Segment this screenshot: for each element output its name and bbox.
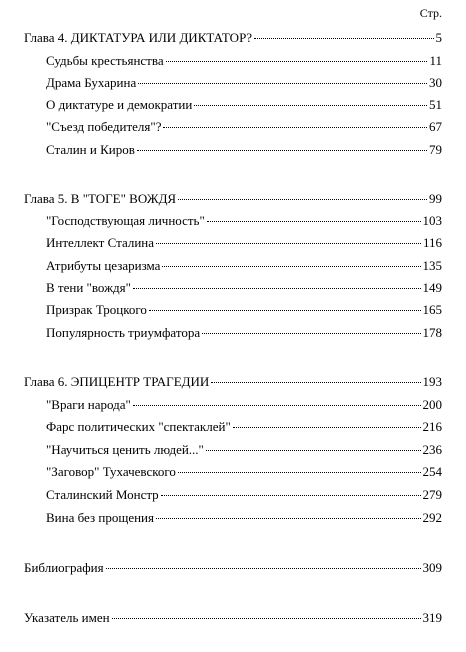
toc-entry-title: В тени "вождя" <box>46 280 131 295</box>
page-column-label: Стр. <box>419 6 442 20</box>
toc-item[interactable] <box>46 487 442 503</box>
toc-entry-title: Призрак Троцкого <box>46 302 147 317</box>
toc-entry-title: Сталин и Киров <box>46 142 135 157</box>
dot-leader <box>254 37 433 39</box>
toc-item[interactable] <box>46 235 442 251</box>
toc-entry-title: "Заговор" Тухачевского <box>46 464 176 479</box>
toc-entry-page: 193 <box>422 374 442 389</box>
dot-leader <box>133 287 421 289</box>
toc-entry-title: Интеллект Сталина <box>46 235 155 250</box>
dot-leader <box>178 471 421 473</box>
toc-entry-page: 216 <box>422 419 442 434</box>
dot-leader <box>156 517 421 519</box>
toc-entry-page: 279 <box>422 487 442 502</box>
toc-entry-title: "Съезд победителя"? <box>46 119 162 134</box>
dot-leader <box>163 126 427 128</box>
dot-leader <box>161 494 421 496</box>
toc-bibliography[interactable] <box>24 560 442 576</box>
toc-entry-page: 319 <box>422 610 442 625</box>
toc-item[interactable] <box>46 97 442 113</box>
toc-entry-title: Глава 4. ДИКТАТУРА ИЛИ ДИКТАТОР? <box>24 30 253 45</box>
dot-leader <box>149 309 421 311</box>
toc-entry-title: "Господствующая личность" <box>46 213 205 228</box>
dot-leader <box>156 242 421 244</box>
toc-entry-page: 149 <box>422 280 442 295</box>
toc-entry-page: 116 <box>422 235 442 250</box>
toc-item[interactable] <box>46 142 442 158</box>
toc-chapter-6[interactable] <box>24 374 442 390</box>
toc-entry-page: 165 <box>422 302 442 317</box>
toc-entry-title: Драма Бухарина <box>46 75 137 90</box>
toc-entry-page: 236 <box>422 442 442 457</box>
toc-entry-page: 178 <box>422 325 442 340</box>
toc-entry-page: 103 <box>422 213 442 228</box>
toc-entry-title: Атрибуты цезаризма <box>46 258 161 273</box>
toc-item[interactable] <box>46 442 442 458</box>
dot-leader <box>194 104 427 106</box>
toc-entry-title: Судьбы крестьянства <box>46 53 164 68</box>
toc-entry-page: 99 <box>429 191 442 206</box>
toc-entry-page: 292 <box>422 510 442 525</box>
toc-item[interactable] <box>46 325 442 341</box>
dot-leader <box>162 265 420 267</box>
dot-leader <box>112 617 421 619</box>
toc-entry-page: 309 <box>422 560 442 575</box>
toc-entry-page: 79 <box>429 142 442 157</box>
dot-leader <box>233 426 421 428</box>
toc-item[interactable] <box>46 510 442 526</box>
dot-leader <box>206 449 421 451</box>
toc-item[interactable] <box>46 397 442 413</box>
toc-entry-title: Указатель имен <box>24 610 110 625</box>
dot-leader <box>106 567 421 569</box>
toc-item[interactable] <box>46 258 442 274</box>
toc-name-index[interactable] <box>24 610 442 626</box>
toc-chapter-4[interactable] <box>24 30 442 46</box>
toc-item[interactable] <box>46 419 442 435</box>
toc-entry-page: 135 <box>422 258 442 273</box>
toc-item[interactable] <box>46 464 442 480</box>
toc-entry-title: Глава 6. ЭПИЦЕНТР ТРАГЕДИИ <box>24 374 210 389</box>
toc-entry-title: Библиография <box>24 560 104 575</box>
toc-entry-title: Глава 5. В "ТОГЕ" ВОЖДЯ <box>24 191 177 206</box>
dot-leader <box>211 381 420 383</box>
toc-entry-page: 67 <box>429 119 442 134</box>
toc-chapter-5[interactable] <box>24 191 442 207</box>
toc-entry-title: О диктатуре и демократии <box>46 97 193 112</box>
toc-entry-page: 30 <box>429 75 442 90</box>
toc-entry-title: Сталинский Монстр <box>46 487 159 502</box>
toc-entry-title: "Научиться ценить людей..." <box>46 442 204 457</box>
toc-entry-title: "Враги народа" <box>46 397 131 412</box>
toc-entry-title: Фарс политических "спектаклей" <box>46 419 231 434</box>
toc-entry-page: 254 <box>422 464 442 479</box>
toc-item[interactable] <box>46 119 442 135</box>
toc-item[interactable] <box>46 213 442 229</box>
dot-leader <box>166 60 428 62</box>
toc-entry-title: Популярность триумфатора <box>46 325 201 340</box>
toc-item[interactable] <box>46 53 442 69</box>
dot-leader <box>207 220 421 222</box>
toc-entry-title: Вина без прощения <box>46 510 154 525</box>
dot-leader <box>137 149 427 151</box>
toc-entry-page: 200 <box>422 397 442 412</box>
toc-item[interactable] <box>46 302 442 318</box>
toc-entry-page: 51 <box>429 97 442 112</box>
dot-leader <box>138 82 427 84</box>
dot-leader <box>178 198 427 200</box>
toc-entry-page: 11 <box>429 53 442 68</box>
toc-entry-page: 5 <box>435 30 442 45</box>
toc-item[interactable] <box>46 75 442 91</box>
dot-leader <box>133 404 421 406</box>
dot-leader <box>202 332 420 334</box>
toc-item[interactable] <box>46 280 442 296</box>
